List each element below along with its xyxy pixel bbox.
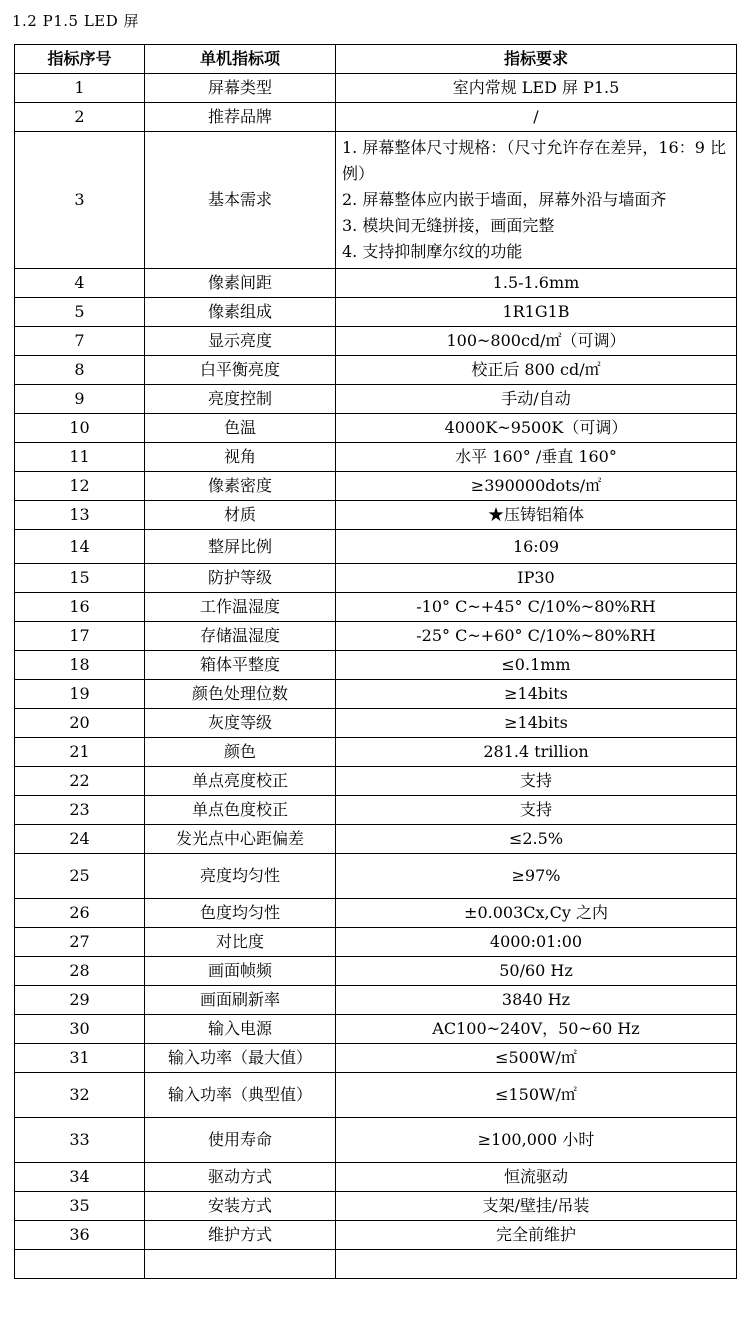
row-item: 驱动方式 — [145, 1163, 336, 1192]
row-index: 24 — [15, 825, 145, 854]
table-row — [15, 327, 737, 356]
table-row — [15, 530, 737, 564]
table-row — [15, 622, 737, 651]
row-requirement: 3840 Hz — [336, 986, 737, 1015]
row-item: 输入电源 — [145, 1015, 336, 1044]
row-requirement: 水平 160° /垂直 160° — [336, 443, 737, 472]
row-index: 21 — [15, 738, 145, 767]
table-row — [15, 854, 737, 899]
row-item: 整屏比例 — [145, 530, 336, 564]
row-item: 推荐品牌 — [145, 103, 336, 132]
row-requirement: 4000:01:00 — [336, 928, 737, 957]
row-index: 4 — [15, 269, 145, 298]
row-item: 基本需求 — [145, 132, 336, 269]
row-requirement — [336, 132, 737, 269]
row-requirement: ±0.003Cx,Cy 之内 — [336, 899, 737, 928]
row-item: 发光点中心距偏差 — [145, 825, 336, 854]
table-row — [15, 986, 737, 1015]
row-requirement: ≥100,000 小时 — [336, 1118, 737, 1163]
table-row — [15, 443, 737, 472]
row-requirement: 50/60 Hz — [336, 957, 737, 986]
table-row — [15, 957, 737, 986]
section-heading: 1.2 P1.5 LED 屏 — [12, 12, 140, 30]
row-index: 35 — [15, 1192, 145, 1221]
table-row — [15, 1163, 737, 1192]
row-index: 12 — [15, 472, 145, 501]
table-row — [15, 132, 737, 269]
row-item: 颜色 — [145, 738, 336, 767]
table-row — [15, 501, 737, 530]
row-index: 2 — [15, 103, 145, 132]
row-index: 22 — [15, 767, 145, 796]
row-requirement: ≥390000dots/㎡ — [336, 472, 737, 501]
row-index: 5 — [15, 298, 145, 327]
table-row — [15, 1192, 737, 1221]
row-requirement: 100~800cd/㎡（可调） — [336, 327, 737, 356]
row-item: 像素组成 — [145, 298, 336, 327]
row-item: 维护方式 — [145, 1221, 336, 1250]
header-item: 单机指标项 — [145, 45, 336, 74]
row-index: 36 — [15, 1221, 145, 1250]
table-row — [15, 1015, 737, 1044]
row-requirement: 完全前维护 — [336, 1221, 737, 1250]
row-requirement: 恒流驱动 — [336, 1163, 737, 1192]
row-item: 画面刷新率 — [145, 986, 336, 1015]
row-requirement: 16:09 — [336, 530, 737, 564]
table-row — [15, 103, 737, 132]
row-index: 16 — [15, 593, 145, 622]
row-index: 10 — [15, 414, 145, 443]
row-item: 色温 — [145, 414, 336, 443]
requirement-line: 2. 屏幕整体应内嵌于墙面，屏幕外沿与墙面齐 — [342, 190, 667, 209]
row-requirement: 4000K~9500K（可调） — [336, 414, 737, 443]
row-requirement: ★压铸铝箱体 — [336, 501, 737, 530]
row-requirement: ≥97% — [336, 854, 737, 899]
row-index: 28 — [15, 957, 145, 986]
row-index: 26 — [15, 899, 145, 928]
row-index: 34 — [15, 1163, 145, 1192]
row-item: 输入功率（典型值） — [145, 1073, 336, 1118]
table-row — [15, 651, 737, 680]
table-row — [15, 1118, 737, 1163]
row-requirement: 室内常规 LED 屏 P1.5 — [336, 74, 737, 103]
row-item: 单点亮度校正 — [145, 767, 336, 796]
header-index: 指标序号 — [15, 45, 145, 74]
row-requirement: 校正后 800 cd/㎡ — [336, 356, 737, 385]
row-item: 亮度控制 — [145, 385, 336, 414]
row-requirement: 手动/自动 — [336, 385, 737, 414]
row-index: 9 — [15, 385, 145, 414]
row-requirement: IP30 — [336, 564, 737, 593]
row-requirement: / — [336, 103, 737, 132]
row-index: 27 — [15, 928, 145, 957]
row-item: 安装方式 — [145, 1192, 336, 1221]
table-row — [15, 1221, 737, 1250]
table-row — [15, 298, 737, 327]
table-row — [15, 709, 737, 738]
requirement-line: 4. 支持抑制摩尔纹的功能 — [342, 242, 523, 261]
row-requirement: ≤0.1mm — [336, 651, 737, 680]
row-requirement: 支架/壁挂/吊装 — [336, 1192, 737, 1221]
table-row — [15, 414, 737, 443]
row-item: 显示亮度 — [145, 327, 336, 356]
row-item: 使用寿命 — [145, 1118, 336, 1163]
requirement-line: 1. 屏幕整体尺寸规格：（尺寸允许存在差异，16：9 比例） — [342, 138, 726, 183]
row-requirement: -10° C~+45° C/10%~80%RH — [336, 593, 737, 622]
row-requirement: 支持 — [336, 767, 737, 796]
header-requirement: 指标要求 — [336, 45, 737, 74]
row-item: 材质 — [145, 501, 336, 530]
row-requirement: AC100~240V，50~60 Hz — [336, 1015, 737, 1044]
row-requirement: ≥14bits — [336, 709, 737, 738]
row-requirement: 1R1G1B — [336, 298, 737, 327]
row-item: 亮度均匀性 — [145, 854, 336, 899]
row-index: 18 — [15, 651, 145, 680]
table-row — [15, 1250, 737, 1279]
row-index: 20 — [15, 709, 145, 738]
row-index: 30 — [15, 1015, 145, 1044]
row-requirement: 281.4 trillion — [336, 738, 737, 767]
row-index: 23 — [15, 796, 145, 825]
row-index: 1 — [15, 74, 145, 103]
row-item: 防护等级 — [145, 564, 336, 593]
row-item: 输入功率（最大值） — [145, 1044, 336, 1073]
table-row — [15, 1044, 737, 1073]
row-item: 像素密度 — [145, 472, 336, 501]
table-row — [15, 738, 737, 767]
row-index: 13 — [15, 501, 145, 530]
row-item: 屏幕类型 — [145, 74, 336, 103]
row-item: 工作温湿度 — [145, 593, 336, 622]
row-item: 单点色度校正 — [145, 796, 336, 825]
row-requirement: 1.5-1.6mm — [336, 269, 737, 298]
row-item: 色度均匀性 — [145, 899, 336, 928]
row-index — [15, 1250, 145, 1279]
table-row — [15, 899, 737, 928]
row-index: 3 — [15, 132, 145, 269]
row-index: 19 — [15, 680, 145, 709]
table-row — [15, 593, 737, 622]
row-item: 箱体平整度 — [145, 651, 336, 680]
table-row — [15, 356, 737, 385]
row-index: 33 — [15, 1118, 145, 1163]
table-row — [15, 74, 737, 103]
table-row — [15, 385, 737, 414]
row-item: 视角 — [145, 443, 336, 472]
table-row — [15, 1073, 737, 1118]
row-requirement: ≤2.5% — [336, 825, 737, 854]
row-requirement: ≤500W/㎡ — [336, 1044, 737, 1073]
row-index: 14 — [15, 530, 145, 564]
table-row — [15, 928, 737, 957]
table-row — [15, 767, 737, 796]
table-row — [15, 825, 737, 854]
row-requirement: ≥14bits — [336, 680, 737, 709]
row-requirement: ≤150W/㎡ — [336, 1073, 737, 1118]
table-row — [15, 564, 737, 593]
row-item: 颜色处理位数 — [145, 680, 336, 709]
row-item: 画面帧频 — [145, 957, 336, 986]
row-index: 11 — [15, 443, 145, 472]
table-header-row — [15, 45, 737, 74]
row-requirement: 支持 — [336, 796, 737, 825]
row-requirement: -25° C~+60° C/10%~80%RH — [336, 622, 737, 651]
row-index: 8 — [15, 356, 145, 385]
row-item: 对比度 — [145, 928, 336, 957]
requirement-line: 3. 模块间无缝拼接，画面完整 — [342, 216, 555, 235]
table-row — [15, 796, 737, 825]
row-item: 灰度等级 — [145, 709, 336, 738]
row-item: 存储温湿度 — [145, 622, 336, 651]
row-index: 25 — [15, 854, 145, 899]
table-row — [15, 269, 737, 298]
row-index: 17 — [15, 622, 145, 651]
table-row — [15, 680, 737, 709]
row-item: 白平衡亮度 — [145, 356, 336, 385]
row-requirement — [336, 1250, 737, 1279]
row-index: 32 — [15, 1073, 145, 1118]
row-index: 15 — [15, 564, 145, 593]
row-index: 7 — [15, 327, 145, 356]
spec-table — [14, 44, 737, 1279]
table-row — [15, 472, 737, 501]
row-index: 31 — [15, 1044, 145, 1073]
row-index: 29 — [15, 986, 145, 1015]
row-item — [145, 1250, 336, 1279]
row-item: 像素间距 — [145, 269, 336, 298]
